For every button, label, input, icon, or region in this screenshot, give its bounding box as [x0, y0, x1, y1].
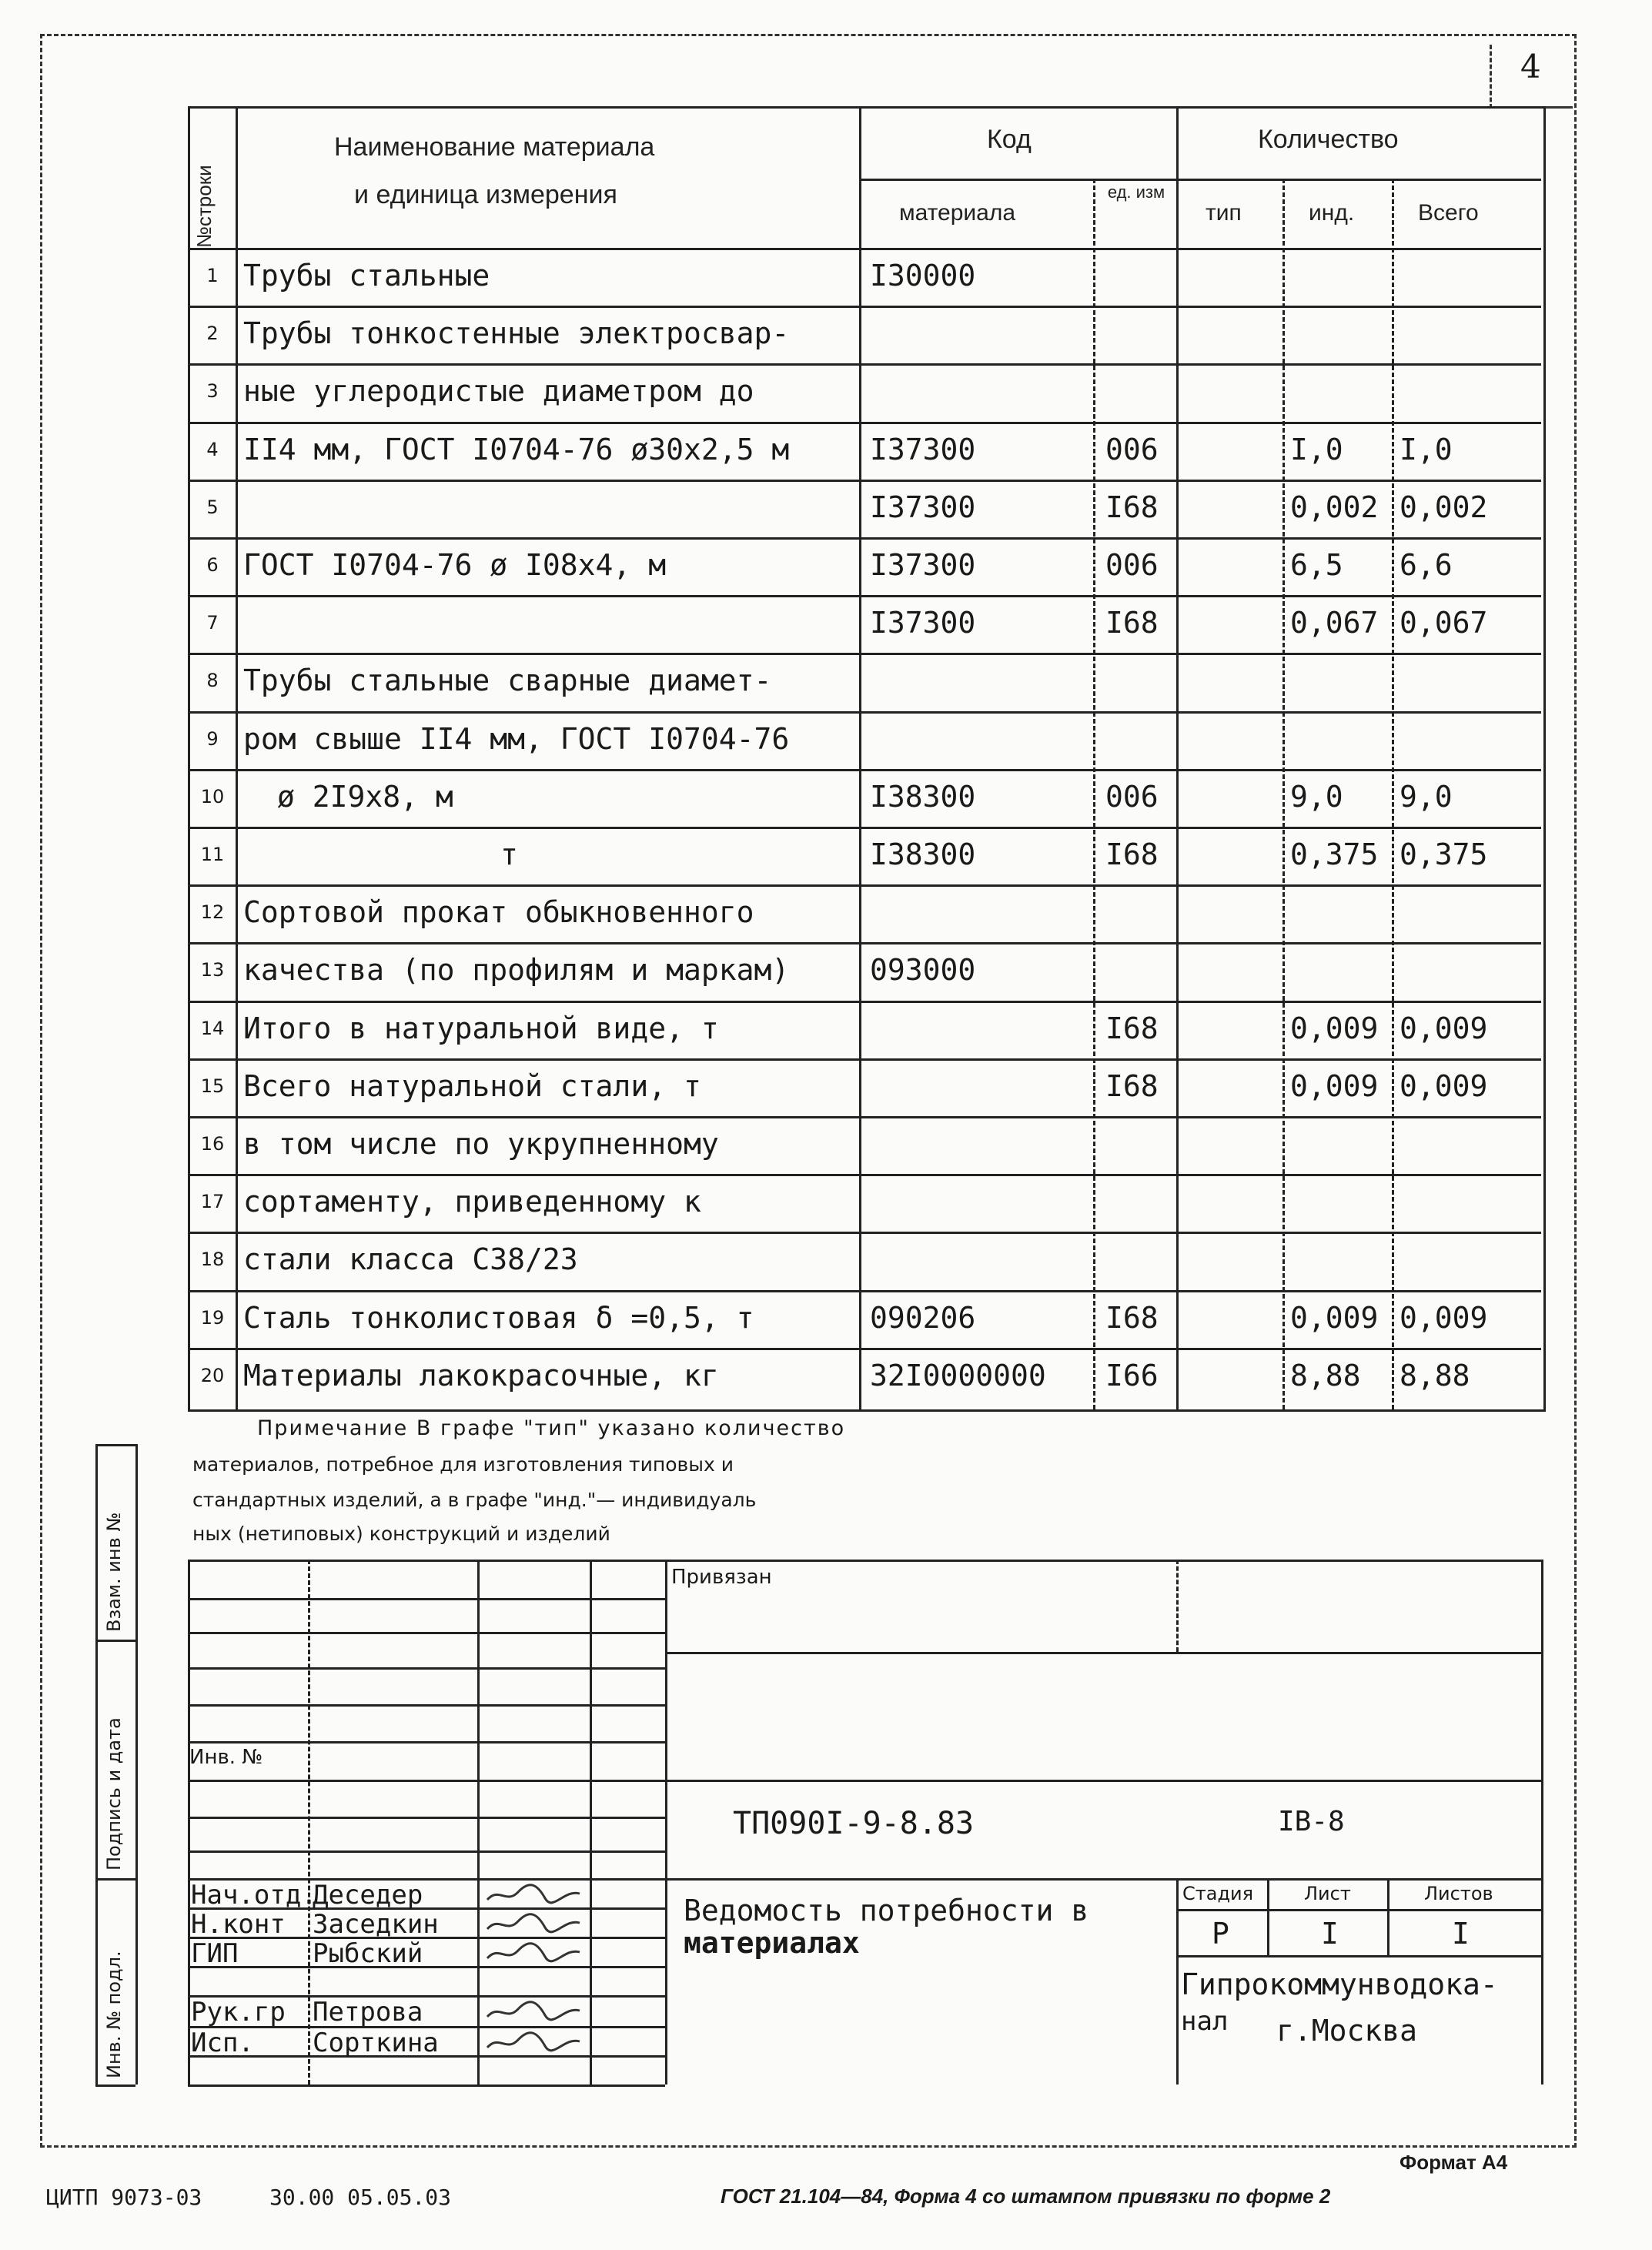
- unit-code: 006: [1105, 779, 1159, 814]
- material-name: Материалы лакокрасочные, кг: [243, 1358, 719, 1392]
- qty-ind: I,0: [1290, 432, 1343, 466]
- material-name: Всего натуральной стали, т: [243, 1068, 701, 1103]
- signature-scribble: [483, 2031, 584, 2054]
- signer-name: Рыбский: [313, 1938, 423, 1969]
- qty-total: 9,0: [1400, 779, 1453, 814]
- material-name: т: [500, 837, 518, 871]
- row-number: 17: [200, 1191, 225, 1213]
- organization-city: г.Москва: [1276, 2014, 1418, 2048]
- signer-role: Н.конт: [191, 1909, 286, 1940]
- footer-left-code: ЦИТП 9073-03: [46, 2185, 202, 2210]
- row-number: 16: [200, 1133, 225, 1155]
- material-name: Сталь тонколистовая δ =0,5, т: [243, 1300, 754, 1335]
- material-code: I38300: [870, 837, 976, 871]
- note-line-3: стандартных изделий, а в графе "инд."— индивидуаль: [192, 1489, 757, 1511]
- row-number: 13: [200, 959, 225, 981]
- note-line-4: ных (нетиповых) конструкций и изделий: [192, 1523, 610, 1545]
- stage-label: Стадия: [1182, 1883, 1254, 1904]
- material-name: ГОСТ I0704-76 ø I08x4, м: [243, 548, 667, 582]
- row-number: 10: [200, 785, 225, 807]
- material-name: стали класса С38/23: [243, 1242, 578, 1277]
- material-code: I37300: [870, 606, 976, 640]
- row-number: 15: [200, 1075, 225, 1097]
- stage-value: Р: [1212, 1917, 1229, 1951]
- signer-role: Рук.гр: [191, 1997, 286, 2028]
- unit-code: I68: [1105, 1011, 1159, 1045]
- material-name: ром свыше II4 мм, ГОСТ I0704-76: [243, 721, 790, 756]
- name-header-line1: Наименование материала: [334, 132, 655, 162]
- footer-standard: ГОСТ 21.104—84, Форма 4 со штампом привязки по форме 2: [721, 2185, 1331, 2208]
- signature-scribble: [483, 2000, 584, 2023]
- qty-ind: 0,009: [1290, 1011, 1379, 1045]
- qty-ind: 6,5: [1290, 548, 1343, 582]
- organization-line1: Гипрокоммунводока-: [1181, 1967, 1498, 2001]
- material-name: сортаменту, приведенному к: [243, 1185, 701, 1219]
- qty-ind: 0,009: [1290, 1300, 1379, 1335]
- unit-code: 006: [1105, 548, 1159, 582]
- material-name: ные углеродистые диаметром до: [243, 374, 754, 409]
- material-name: Трубы стальные: [243, 259, 490, 293]
- sheet-value: I: [1321, 1917, 1339, 1951]
- row-number: 6: [206, 554, 219, 576]
- unit-code: I68: [1105, 606, 1159, 640]
- material-code: 093000: [870, 953, 976, 988]
- qty-ind: 9,0: [1290, 779, 1343, 814]
- material-name: Итого в натуральной виде, т: [243, 1011, 719, 1045]
- material-name: ø 2I9x8, м: [277, 779, 453, 814]
- row-number: 2: [206, 323, 219, 345]
- qty-total: 0,375: [1400, 837, 1488, 871]
- organization-line2: нал: [1181, 2006, 1229, 2037]
- signer-role: Нач.отд.: [191, 1880, 317, 1911]
- signer-name: Деседер: [313, 1880, 423, 1911]
- material-code: I30000: [870, 259, 976, 293]
- row-number: 8: [206, 670, 219, 692]
- note-line-2: материалов, потребное для изготовления типовых и: [192, 1453, 734, 1476]
- row-number: 20: [200, 1364, 225, 1386]
- qty-total: 0,067: [1400, 606, 1488, 640]
- sheets-value: I: [1452, 1917, 1470, 1951]
- qty-ind: 0,002: [1290, 490, 1379, 524]
- qty-ind: 0,375: [1290, 837, 1379, 871]
- material-code: 32I0000000: [870, 1358, 1046, 1392]
- privyazan-label: Привязан: [671, 1566, 772, 1589]
- row-number: 4: [206, 438, 219, 460]
- qty-total: 6,6: [1400, 548, 1453, 582]
- name-header-line2: и единица измерения: [354, 180, 617, 209]
- material-code: 090206: [870, 1300, 976, 1335]
- material-name: в том числе по укрупненному: [243, 1127, 719, 1161]
- unit-code: I66: [1105, 1358, 1159, 1392]
- row-number: 12: [200, 901, 225, 924]
- code-unit-header: ед. изм: [1107, 182, 1165, 202]
- qty-ind: 8,88: [1290, 1358, 1361, 1392]
- signature-scribble: [483, 1883, 584, 1906]
- material-code: I37300: [870, 548, 976, 582]
- quantity-header: Количество: [1258, 125, 1399, 154]
- row-number: 3: [206, 380, 219, 403]
- qty-total: 0,009: [1400, 1068, 1488, 1103]
- qty-ind-header: инд.: [1309, 200, 1355, 226]
- signer-role: ГИП: [191, 1938, 239, 1969]
- row-number: 1: [206, 265, 219, 286]
- signer-name: Сорткина: [313, 2028, 439, 2058]
- page-number: 4: [1520, 48, 1541, 85]
- qty-total: 8,88: [1400, 1358, 1470, 1392]
- sheets-label: Листов: [1424, 1883, 1493, 1904]
- note-line-1: Примечание В графе "тип" указано количество: [257, 1416, 846, 1440]
- qty-total: I,0: [1400, 432, 1453, 466]
- material-name: II4 мм, ГОСТ I0704-76 ø30x2,5 м: [243, 432, 790, 466]
- material-name: Трубы тонкостенные электросвар-: [243, 316, 790, 351]
- unit-code: 006: [1105, 432, 1159, 466]
- signer-name: Петрова: [313, 1997, 423, 2028]
- unit-code: I68: [1105, 1068, 1159, 1103]
- qty-total: 0,009: [1400, 1011, 1488, 1045]
- row-number: 19: [200, 1306, 225, 1329]
- side-label-vzam: Взам. инв №: [103, 1512, 125, 1632]
- code-header: Код: [987, 125, 1032, 154]
- material-code: I38300: [870, 779, 976, 814]
- row-number: 14: [200, 1017, 225, 1039]
- material-name: качества (по профилям и маркам): [243, 953, 790, 988]
- row-number: 5: [206, 496, 219, 518]
- material-code: I37300: [870, 432, 976, 466]
- material-code: I37300: [870, 490, 976, 524]
- code-material-header: материала: [899, 200, 1016, 226]
- unit-code: I68: [1105, 490, 1159, 524]
- row-number: 18: [200, 1249, 225, 1271]
- format-label: Формат А4: [1400, 2151, 1508, 2174]
- row-number: 9: [206, 727, 219, 750]
- row-number: 7: [206, 612, 219, 634]
- qty-type-header: тип: [1206, 200, 1242, 226]
- material-name: Трубы стальные сварные диамет-: [243, 664, 772, 698]
- row-number: 11: [200, 844, 225, 865]
- document-title-line1: Ведомость потребности в: [684, 1894, 1089, 1927]
- signature-scribble: [483, 1941, 584, 1964]
- inv-no-label: Инв. №: [189, 1746, 263, 1769]
- qty-ind: 0,067: [1290, 606, 1379, 640]
- footer-left-order: 30.00 05.05.03: [269, 2185, 452, 2210]
- sheet-label: Лист: [1304, 1883, 1351, 1904]
- row-number-header: №строки: [192, 165, 216, 248]
- sheet-code: IB-8: [1278, 1806, 1345, 1837]
- side-label-inv-orig: Инв. № подл.: [103, 1951, 125, 2078]
- material-name: Сортовой прокат обыкновенного: [243, 895, 754, 930]
- unit-code: I68: [1105, 1300, 1159, 1335]
- document-title-line2: материалах: [684, 1926, 860, 1960]
- side-label-sign-date: Подпись и дата: [103, 1717, 125, 1871]
- qty-total: 0,009: [1400, 1300, 1488, 1335]
- document-code: ТП090I-9-8.83: [733, 1806, 975, 1841]
- qty-total: 0,002: [1400, 490, 1488, 524]
- signature-scribble: [483, 1912, 584, 1935]
- qty-total-header: Всего: [1418, 200, 1479, 226]
- unit-code: I68: [1105, 837, 1159, 871]
- qty-ind: 0,009: [1290, 1068, 1379, 1103]
- signer-role: Исп.: [191, 2028, 254, 2058]
- signer-name: Заседкин: [313, 1909, 439, 1940]
